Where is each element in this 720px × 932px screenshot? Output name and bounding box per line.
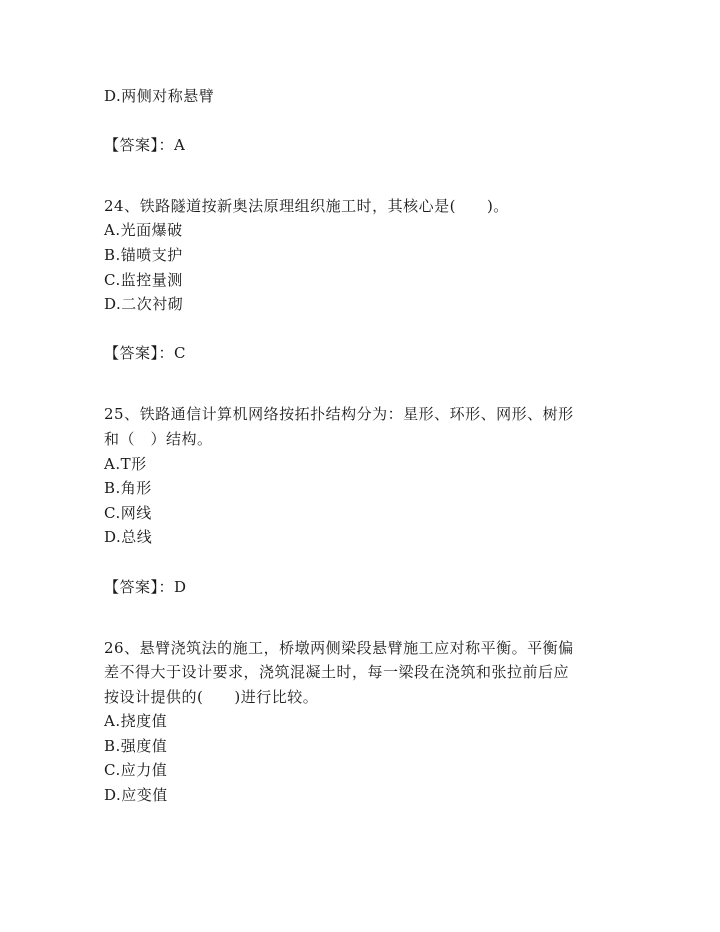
option-25-c: C.网线 — [104, 504, 152, 522]
option-24-c: C.监控量测 — [104, 271, 183, 289]
answer-23: 【答案】：A — [104, 136, 186, 154]
option-26-a: A.挠度值 — [104, 712, 168, 730]
option-25-d: D.总线 — [104, 528, 153, 546]
answer-24: 【答案】：C — [104, 344, 186, 362]
question-26-stem-line-1: 26、悬臂浇筑法的施工，桥墩两侧梁段悬臂施工应对称平衡。平衡偏 — [104, 639, 574, 657]
option-26-b: B.强度值 — [104, 737, 168, 755]
option-25-a: A.T形 — [104, 455, 147, 473]
question-25-stem-line-1: 25、铁路通信计算机网络按拓扑结构分为：星形、环形、网形、树形 — [104, 405, 574, 423]
option-24-b: B.锚喷支护 — [104, 246, 183, 264]
question-24-stem: 24、铁路隧道按新奥法原理组织施工时，其核心是( )。 — [104, 197, 509, 215]
option-23-d: D.两侧对称悬臂 — [104, 87, 215, 105]
option-26-d: D.应变值 — [104, 786, 168, 804]
answer-25: 【答案】：D — [104, 578, 187, 596]
question-26-stem-line-3: 按设计提供的( )进行比较。 — [104, 688, 319, 706]
option-26-c: C.应力值 — [104, 761, 168, 779]
option-24-a: A.光面爆破 — [104, 221, 183, 239]
question-26-stem-line-2: 差不得大于设计要求，浇筑混凝土时，每一梁段在浇筑和张拉前后应 — [104, 663, 570, 681]
question-25-stem-line-2: 和（ ）结构。 — [104, 430, 213, 448]
option-24-d: D.二次衬砌 — [104, 295, 184, 313]
option-25-b: B.角形 — [104, 479, 152, 497]
